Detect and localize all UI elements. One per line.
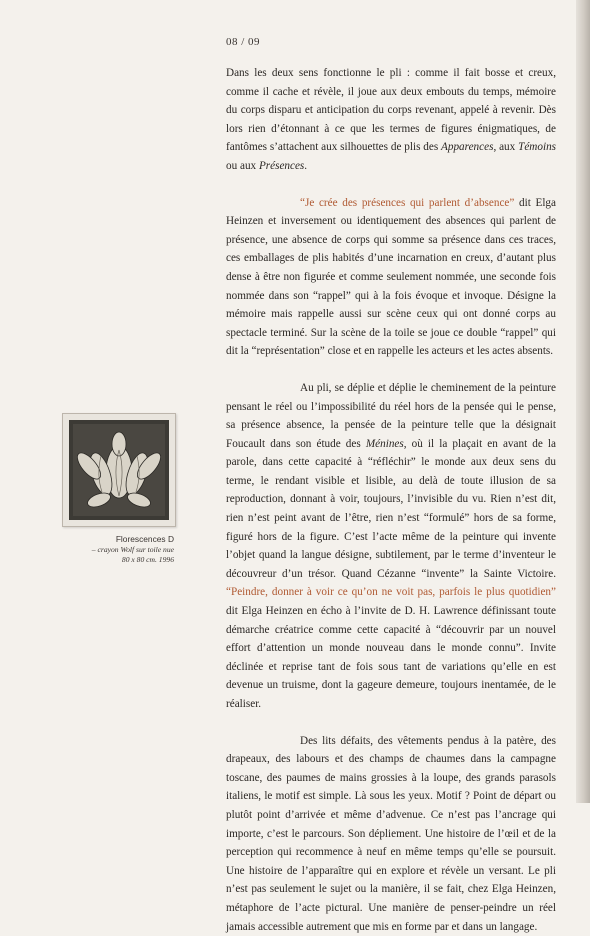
pull-quote-1: “Je crée des présences qui parlent d’absence” [300, 196, 515, 209]
page-number: 08 / 09 [226, 36, 261, 48]
page-edge [576, 0, 590, 803]
artwork-image [62, 413, 176, 527]
pull-quote-2: “Peindre, donner à voir ce qu’on ne voit pas, parfois le plus quotidien” [226, 586, 556, 599]
artwork-caption [62, 534, 174, 566]
paragraph-1: Dans les deux sens fonctionne le pli : comme il fait bosse et creux, comme il cache et révèle, il joue aux deux embouts du temps, mémoire du corps disparu et anticipation du corps revenant, appelé à revenir. Dès lors rien d’étonnant à ce que les termes de figures énigmatiques, de fantômes s’attachent aux silhouettes de plis des Apparences, aux Témoins ou aux Présences. [226, 67, 557, 172]
paragraph-3: Au pli, se déplie et déplie le cheminement de la peinture pensant le réel ou l’impossibilité du réel hors de la pensée qui le pense, sa présence absence, la pensée de la peinture telle que la désignait Foucault dans son étude des Ménines, où il la plaçait en avant de la parole, dans cette capacité à “réfléchir” le monde aux deux sens du terme, le rendant visible et lisible, au delà de toute illusion de sa reproduction, donnant à voir, toujours, l’invisible du vu. Rien n’est dit, rien n’est peint avant de l’être, rien n’est “formulé” hors de sa forme, figuré hors de la figure. C’est l’acte même de la peinture qui invente l’objet quand la langue désigne, subtilement, par le terme d’inventeur le découvreur d’un trésor. Quand Cézanne “invente” la Sainte Victoire. “Peindre, donner à voir ce qu’on ne voit pas, parfois le plus quotidien” dit Elga Heinzen en écho à l’invite de D. H. Lawrence définissant toute démarche créatrice comme cette capacité à “découvrir par un nouvel effort d’attention un monde nouveau dans le monde connu”. Invite déclinée et reprise tant de fois sous tant de variations qu’elle en est devenue un truisme, dont la gageure demeure, toujours inentamée, de le réaliser. [226, 381, 557, 710]
artwork-title: Florescences D [115, 534, 174, 544]
flower-drawing [63, 414, 175, 526]
artwork-medium: – crayon Wolf sur toile nue [91, 544, 174, 554]
body-text [226, 64, 556, 936]
paragraph-4: Des lits défaits, des vêtements pendus à la patère, des drapeaux, des labours et des champs de chaumes dans la campagne toscane, des paumes de mains grossies à la loupe, des grands parasols italiens, le motif est simple. Là sous les yeux. Motif ? Point de départ ou plutôt point d’arrivée et même d’advenue. Ce n’est pas l’ancrage qui importe, c’est le parcours. Son dépliement. Une histoire de l’œil et de la perception qui recommence à neuf en même temps qu’elle se poursuit. Une histoire de l’apparaître qui en explore et révèle un versant. Le pli n’est pas seulement le sujet ou la manière, il se fait, chez Elga Heinzen, métaphore de l’acte pictural. Une manière de penser-peindre un réel jamais accessible autrement que mis en forme par et dans un langage. [226, 734, 556, 933]
artwork-dims: 80 x 80 cm. 1996 [121, 555, 174, 564]
paragraph-2: “Je crée des présences qui parlent d’absence” dit Elga Heinzen et inversement ou identiquement des absences qui parlent de présence, une absence de corps qui somme sa présence dans ces traces, ces emballages de plis habités d’une incarnation en creux, d’autant plus dense à être non figurée et comme seulement nommée, une seconde fois nommée dans son “rappel” qui à la fois évoque et invoque. Désigne la mémoire mais rappelle aussi sur scène ceux qui ont donné corps au spectacle terminé. Sur la scène de la toile se joue ce double “rappel” qui dit la “représentation” close et en rappelle les acteurs et les actes absents. [226, 196, 556, 358]
